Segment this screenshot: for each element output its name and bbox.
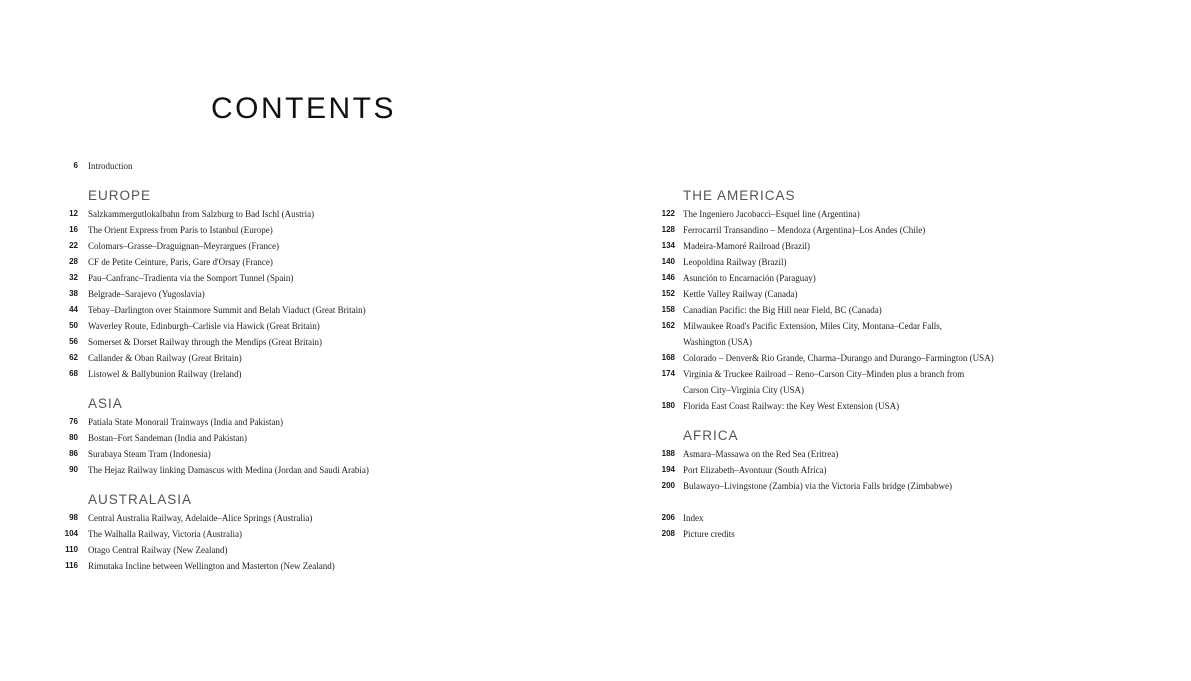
page-number: 146 <box>661 273 675 282</box>
section-heading-americas: THE AMERICAS <box>683 188 796 203</box>
page-number: 158 <box>661 305 675 314</box>
page-number: 152 <box>661 289 675 298</box>
page-number: 162 <box>661 321 675 330</box>
page-number: 22 <box>69 241 78 250</box>
entry-title: The Orient Express from Paris to Istanbul (Europe) <box>88 225 273 235</box>
page-number: 194 <box>661 465 675 474</box>
entry-title: Bulawayo–Livingstone (Zambia) via the Victoria Falls bridge (Zimbabwe) <box>683 481 952 491</box>
page-number: 16 <box>69 225 78 234</box>
page-number: 200 <box>661 481 675 490</box>
page-number: 62 <box>69 353 78 362</box>
entry-title: Canadian Pacific: the Big Hill near Field, BC (Canada) <box>683 305 882 315</box>
entry-title: The Ingeniero Jacobacci–Esquel line (Argentina) <box>683 209 860 219</box>
section-heading-europe: EUROPE <box>88 188 152 203</box>
page-number: 80 <box>69 433 78 442</box>
entry-title: Leopoldina Railway (Brazil) <box>683 257 787 267</box>
page-number: 44 <box>69 305 78 314</box>
page-number: 208 <box>661 529 675 538</box>
page-number: 98 <box>69 513 78 522</box>
section-heading-australasia: AUSTRALASIA <box>88 492 193 507</box>
entry-title: Callander & Oban Railway (Great Britain) <box>88 353 242 363</box>
entry-title: The Walhalla Railway, Victoria (Australia) <box>88 529 243 539</box>
page-number: 168 <box>661 353 675 362</box>
entry-title: Asmara–Massawa on the Red Sea (Eritrea) <box>683 449 839 459</box>
entry-title: Salzkammergutlokalbahn from Salzburg to Bad Ischl (Austria) <box>88 209 315 219</box>
entry-title: Pau–Canfranc–Tradienta via the Somport Tunnel (Spain) <box>88 273 294 283</box>
page-number: 28 <box>69 257 78 266</box>
entry-title: Milwaukee Road's Pacific Extension, Miles City, Montana–Cedar Falls, <box>683 321 942 331</box>
entry-title: CF de Petite Ceinture, Paris, Gare d'Orsay (France) <box>88 257 273 267</box>
page-number: 122 <box>661 209 675 218</box>
page-number: 206 <box>661 513 675 522</box>
page-number: 116 <box>65 561 78 570</box>
entry-title: Central Australia Railway, Adelaide–Alice Springs (Australia) <box>88 513 313 523</box>
entry-title: Virginia & Truckee Railroad – Reno–Carson City–Minden plus a branch from <box>683 369 965 379</box>
entry-title: Somerset & Dorset Railway through the Mendips (Great Britain) <box>88 337 322 347</box>
entry-title: Belgrade–Sarajevo (Yugoslavia) <box>88 289 205 299</box>
entry-title: Colomars–Grasse–Draguignan–Meyrargues (France) <box>88 241 280 251</box>
page-number: 6 <box>73 161 78 170</box>
page-number: 68 <box>69 369 78 378</box>
entry-title: Florida East Coast Railway: the Key West Extension (USA) <box>683 401 900 411</box>
entry-title: Waverley Route, Edinburgh–Carlisle via Hawick (Great Britain) <box>88 321 320 331</box>
page-number: 38 <box>69 289 78 298</box>
entry-title: Index <box>683 513 704 523</box>
page-number: 140 <box>661 257 675 266</box>
entry-title: The Hejaz Railway linking Damascus with Medina (Jordan and Saudi Arabia) <box>88 465 369 475</box>
entry-title: Asunción to Encarnación (Paraguay) <box>683 273 816 283</box>
page-number: 180 <box>661 401 675 410</box>
page-number: 32 <box>69 273 78 282</box>
entry-title-continued: Carson City–Virginia City (USA) <box>683 385 805 395</box>
entry-title: Patiala State Monorail Trainways (India and Pakistan) <box>88 417 283 427</box>
entry-title: Tebay–Darlington over Stainmore Summit and Belah Viaduct (Great Britain) <box>88 305 366 315</box>
page-number: 90 <box>69 465 78 474</box>
page-number: 104 <box>64 529 78 538</box>
entry-title: Rimutaka Incline between Wellington and Masterton (New Zealand) <box>88 561 335 571</box>
page-number: 56 <box>69 337 78 346</box>
entry-title: Ferrocarril Transandino – Mendoza (Argentina)–Los Andes (Chile) <box>683 225 926 235</box>
entry-title: Bostan–Fort Sandeman (India and Pakistan) <box>88 433 247 443</box>
page-number: 12 <box>69 209 78 218</box>
page-number: 134 <box>661 241 675 250</box>
page-number: 110 <box>65 545 78 554</box>
entry-title: Madeira-Mamoré Railroad (Brazil) <box>683 241 810 251</box>
entry-title: Surabaya Steam Tram (Indonesia) <box>88 449 211 459</box>
entry-title: Kettle Valley Railway (Canada) <box>683 289 798 299</box>
entry-title: Port Elizabeth–Avontuur (South Africa) <box>683 465 827 475</box>
entry-title: Listowel & Ballybunion Railway (Ireland) <box>88 369 242 379</box>
page-number: 188 <box>661 449 675 458</box>
page-number: 128 <box>661 225 675 234</box>
entry-title: Introduction <box>88 161 133 171</box>
page-number: 174 <box>661 369 675 378</box>
entry-title: Colorado – Denver& Rio Grande, Charma–Durango and Durango–Farmington (USA) <box>683 353 994 363</box>
page-number: 50 <box>69 321 78 330</box>
entry-title-continued: Washington (USA) <box>683 337 753 347</box>
page-number: 86 <box>69 449 78 458</box>
section-heading-africa: AFRICA <box>683 428 739 443</box>
entry-title: Otago Central Railway (New Zealand) <box>88 545 228 555</box>
entry-title: Picture credits <box>683 529 735 539</box>
page-number: 76 <box>69 417 78 426</box>
page-title: CONTENTS <box>211 92 396 125</box>
section-heading-asia: ASIA <box>88 396 123 411</box>
